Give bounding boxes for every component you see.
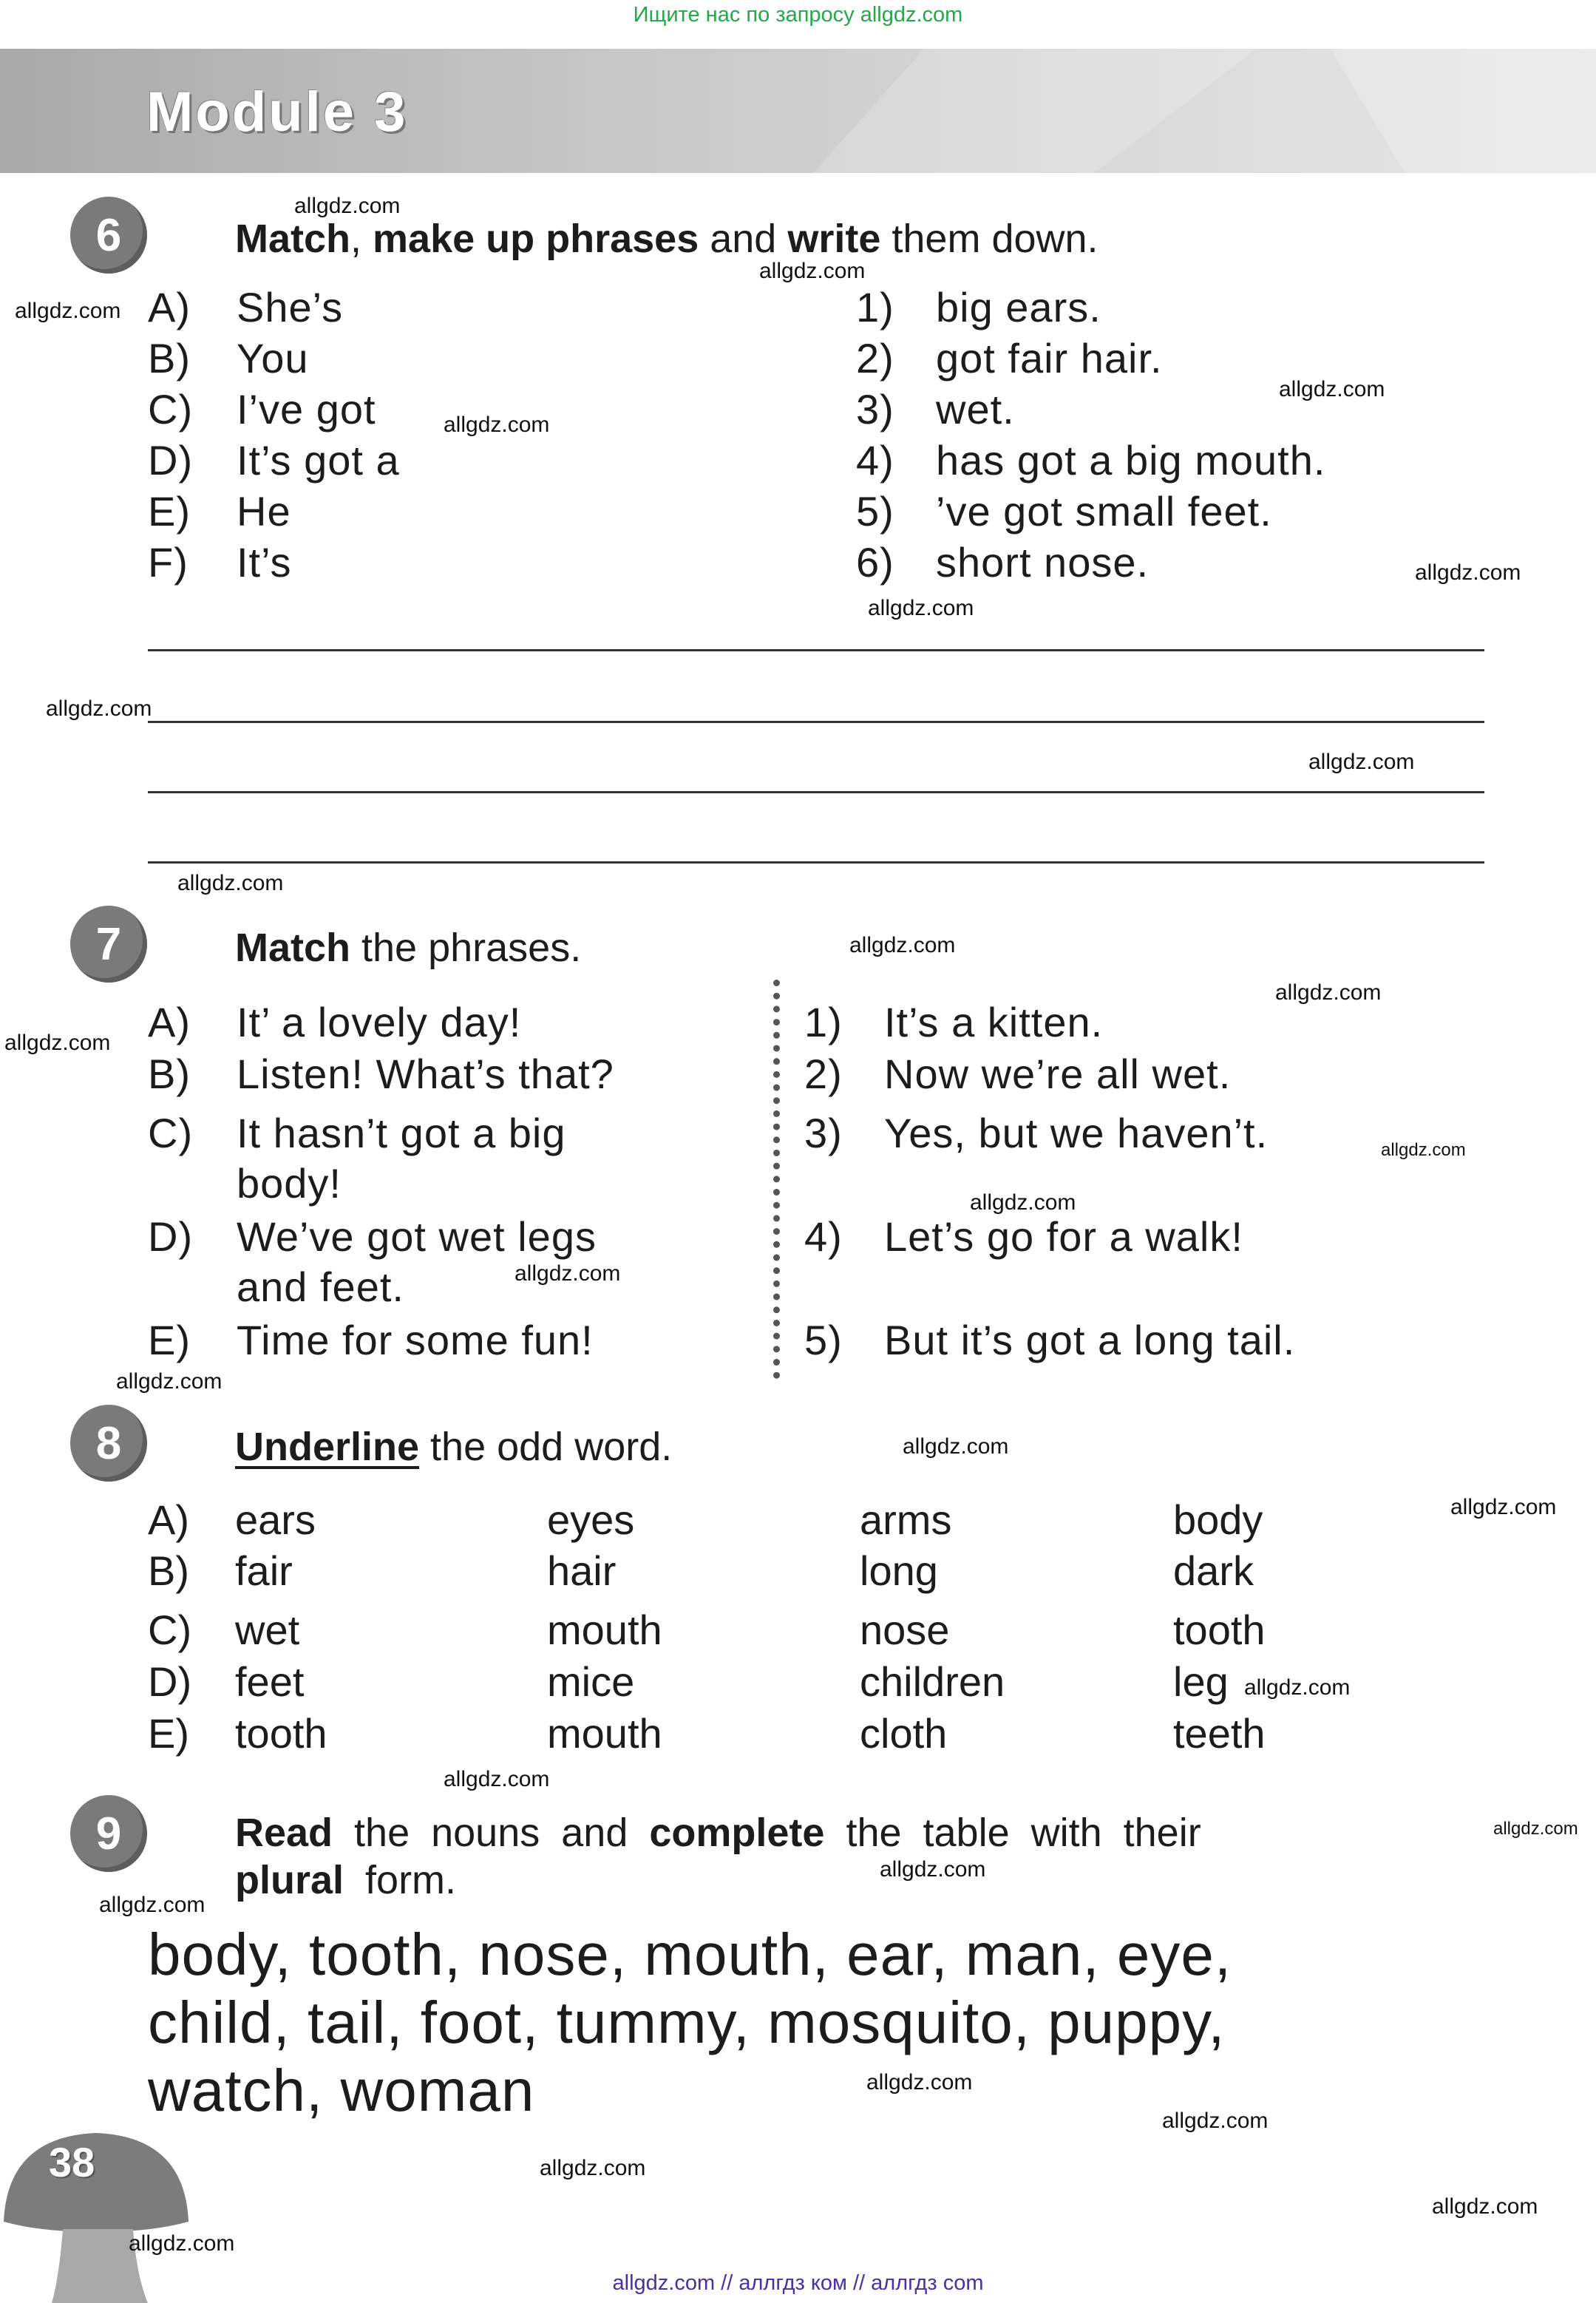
ex8-letter: B) (148, 1547, 189, 1594)
ex8-word[interactable]: hair (547, 1547, 617, 1594)
ex8-word[interactable]: tooth (1173, 1607, 1266, 1653)
watermark: allgdz.com (1450, 1495, 1557, 1519)
watermark: allgdz.com (177, 871, 284, 895)
watermark: allgdz.com (1279, 377, 1385, 401)
ex8-letter: D) (148, 1658, 192, 1705)
ex8-word[interactable]: mouth (547, 1607, 662, 1653)
ex6-right-item: 6) short nose. (856, 539, 1150, 586)
watermark: allgdz.com (866, 2070, 973, 2095)
watermark: allgdz.com (129, 2231, 235, 2256)
watermark: allgdz.com (1275, 980, 1382, 1005)
watermark: allgdz.com (1381, 1140, 1466, 1160)
ex6-right-item: 4) has got a big mouth. (856, 437, 1326, 484)
watermark: allgdz.com (540, 2156, 646, 2180)
ex6-right-item: 3) wet. (856, 386, 1015, 433)
ex8-word[interactable]: ears (235, 1496, 316, 1543)
answer-line[interactable] (148, 649, 1484, 651)
watermark: allgdz.com (116, 1369, 223, 1394)
exercise-7-instruction: Match the phrases. (235, 926, 582, 970)
watermark: allgdz.com (903, 1434, 1009, 1459)
ex7-left-item: E) Time for some fun! (148, 1317, 594, 1363)
ex8-word[interactable]: long (860, 1547, 938, 1594)
ex7-right-item: 1) It’s a kitten. (804, 999, 1104, 1045)
noun-list-line: child, tail, foot, tummy, mosquito, puppy, (148, 1990, 1226, 2055)
ex8-word[interactable]: mice (547, 1658, 635, 1705)
watermark: allgdz.com (868, 596, 974, 620)
ex6-left-item: D) It’s got a (148, 437, 400, 484)
ex6-left-item: F) It’s (148, 539, 292, 586)
ex6-left-item: C) I’ve got (148, 386, 376, 433)
watermark: allgdz.com (515, 1261, 621, 1286)
ex8-letter: A) (148, 1496, 189, 1543)
watermark: allgdz.com (1244, 1675, 1351, 1700)
watermark: allgdz.com (880, 1857, 986, 1882)
column-divider (773, 980, 780, 1379)
ex8-word[interactable]: cloth (860, 1710, 948, 1757)
watermark: allgdz.com (1162, 2109, 1269, 2133)
ex8-word[interactable]: teeth (1173, 1710, 1266, 1757)
ex7-left-item: C) It hasn’t got a big (148, 1110, 566, 1156)
page-number: 38 (49, 2139, 95, 2185)
watermark: allgdz.com (849, 933, 956, 957)
ex7-right-item: 2) Now we’re all wet. (804, 1051, 1232, 1097)
ex8-letter: E) (148, 1710, 189, 1757)
watermark: allgdz.com (1308, 750, 1415, 774)
exercise-6-instruction: Match, make up phrases and write them down. (235, 217, 1098, 261)
bottom-notice: allgdz.com // аллгдз ком // аллгдз com (612, 2271, 984, 2295)
watermark: allgdz.com (970, 1190, 1076, 1215)
watermark: allgdz.com (1432, 2194, 1538, 2219)
ex6-right-item: 1) big ears. (856, 284, 1101, 330)
ex6-right-item: 2) got fair hair. (856, 335, 1163, 381)
ex8-word[interactable]: feet (235, 1658, 305, 1705)
ex7-right-item: 5) But it’s got a long tail. (804, 1317, 1296, 1363)
ex6-left-item: B) You (148, 335, 309, 381)
ex8-word[interactable]: arms (860, 1496, 952, 1543)
watermark: allgdz.com (4, 1031, 111, 1055)
watermark: allgdz.com (15, 299, 121, 323)
ex8-word[interactable]: fair (235, 1547, 293, 1594)
watermark: allgdz.com (294, 194, 401, 218)
answer-line[interactable] (148, 721, 1484, 723)
ex8-word[interactable]: children (860, 1658, 1005, 1705)
ex6-left-item: A) She’s (148, 284, 344, 330)
exercise-9-instruction: Read the nouns and complete the table with their (235, 1811, 1201, 1855)
ex6-left-item: E) He (148, 488, 291, 535)
watermark: allgdz.com (444, 413, 550, 437)
module-title: Module 3 (146, 81, 408, 143)
ex8-word[interactable]: tooth (235, 1710, 327, 1757)
exercise-7-badge: 7 (70, 906, 147, 983)
watermark: allgdz.com (1415, 560, 1521, 585)
ex7-left-item: D) We’ve got wet legs (148, 1213, 597, 1260)
watermark: allgdz.com (1493, 1819, 1578, 1839)
top-notice: Ищите нас по запросу allgdz.com (633, 3, 963, 27)
exercise-8-instruction: Underline the odd word. (235, 1425, 673, 1469)
answer-line[interactable] (148, 791, 1484, 793)
ex6-right-item: 5) ’ve got small feet. (856, 488, 1272, 535)
watermark: allgdz.com (444, 1767, 550, 1791)
ex8-word[interactable]: wet (235, 1607, 300, 1653)
ex8-word[interactable]: nose (860, 1607, 950, 1653)
answer-line[interactable] (148, 861, 1484, 864)
noun-list-line: watch, woman (148, 2058, 535, 2123)
exercise-9-badge: 9 (70, 1795, 147, 1872)
ex7-left-item: A) It’ a lovely day! (148, 999, 522, 1045)
ex7-right-item: 4) Let’s go for a walk! (804, 1213, 1243, 1260)
noun-list-line: body, tooth, nose, mouth, ear, man, eye, (148, 1922, 1232, 1987)
ex8-letter: C) (148, 1607, 192, 1653)
ex8-word[interactable]: leg (1173, 1658, 1229, 1705)
exercise-8-badge: 8 (70, 1405, 147, 1482)
exercise-9-instruction-cont: plural form. (235, 1858, 457, 1902)
ex7-left-item-cont: body! (237, 1160, 342, 1207)
ex7-left-item-cont: and feet. (237, 1264, 404, 1310)
watermark: allgdz.com (99, 1893, 206, 1917)
exercise-6-badge: 6 (70, 197, 147, 274)
ex7-left-item: B) Listen! What’s that? (148, 1051, 614, 1097)
ex8-word[interactable]: eyes (547, 1496, 635, 1543)
ex7-right-item: 3) Yes, but we haven’t. (804, 1110, 1269, 1156)
watermark: allgdz.com (46, 696, 152, 721)
module-header (0, 49, 1596, 173)
watermark: allgdz.com (759, 259, 866, 283)
ex8-word[interactable]: body (1173, 1496, 1263, 1543)
ex8-word[interactable]: dark (1173, 1547, 1254, 1594)
ex8-word[interactable]: mouth (547, 1710, 662, 1757)
